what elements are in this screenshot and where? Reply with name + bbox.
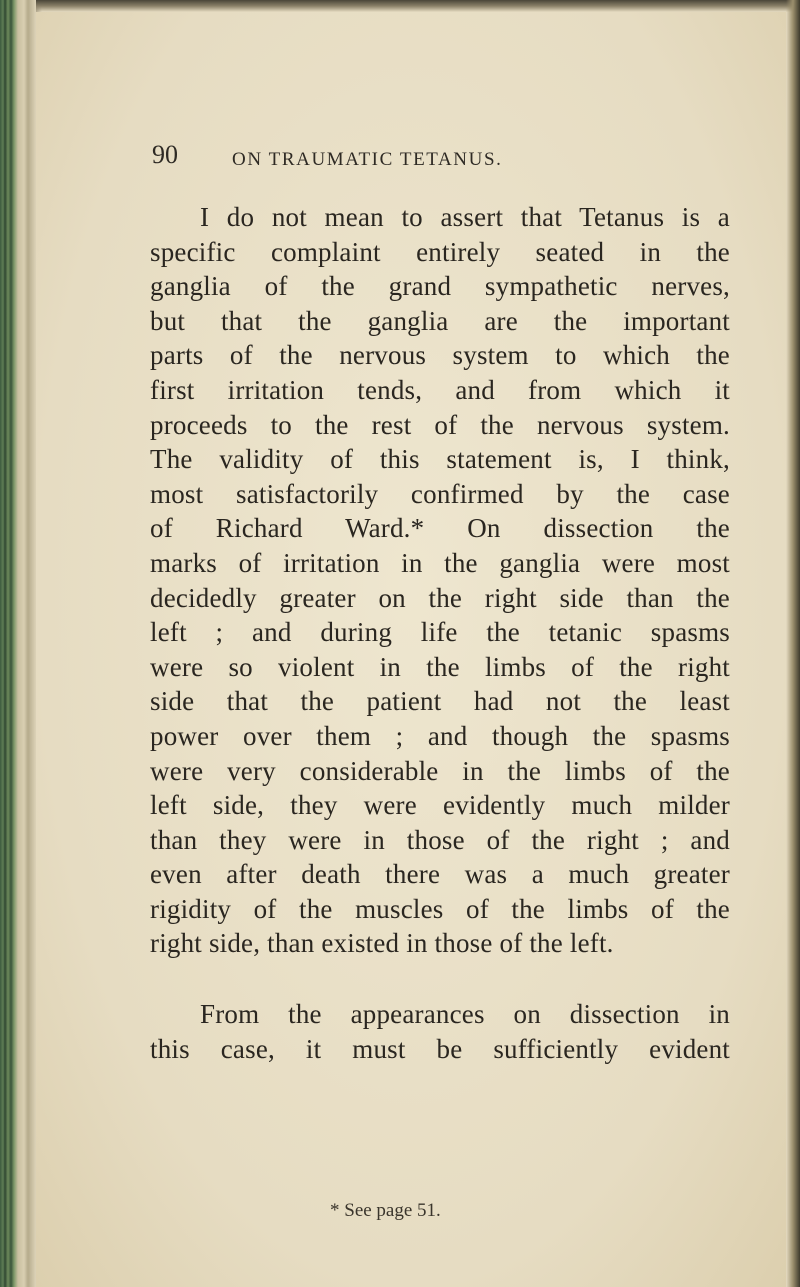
text-line: than they were in those of the right ; and xyxy=(150,824,730,855)
text-line: side that the patient had not the least xyxy=(150,686,730,717)
text-line: left ; and during life the tetanic spasms xyxy=(150,617,730,648)
text-line: of Richard Ward.* On dissection the xyxy=(150,513,730,544)
text-line: ganglia of the grand sympathetic nerves, xyxy=(150,271,730,302)
text-line: rigidity of the muscles of the limbs of the xyxy=(150,893,730,924)
page-top-edge xyxy=(36,0,800,12)
text-line: most satisfactorily confirmed by the case xyxy=(150,478,730,509)
text-line: even after death there was a much greater xyxy=(150,859,730,890)
text-line: The validity of this statement is, I think, xyxy=(150,444,730,475)
text-line: proceeds to the rest of the nervous system. xyxy=(150,409,730,440)
text-line: power over them ; and though the spasms xyxy=(150,720,730,751)
text-line: decidedly greater on the right side than the xyxy=(150,582,730,613)
text-line: but that the ganglia are the important xyxy=(150,305,730,336)
text-line: left side, they were evidently much milder xyxy=(150,790,730,821)
text-line: I do not mean to assert that Tetanus is a xyxy=(200,202,730,232)
running-title: ON TRAUMATIC TETANUS. xyxy=(232,149,503,170)
page-number: 90 xyxy=(152,140,178,169)
book-binding xyxy=(0,0,36,1287)
body-text xyxy=(150,200,730,1066)
text-line: parts of the nervous system to which the xyxy=(150,340,730,371)
text-line: first irritation tends, and from which it xyxy=(150,374,730,405)
text-line: marks of irritation in the ganglia were most xyxy=(150,547,730,578)
page-right-edge xyxy=(786,0,800,1287)
paragraph-gap xyxy=(150,961,730,997)
footnote: * See page 51. xyxy=(330,1200,441,1221)
text-line: specific complaint entirely seated in the xyxy=(150,236,730,267)
text-line: were very considerable in the limbs of the xyxy=(150,755,730,786)
text-line: From the appearances on dissection in xyxy=(200,999,730,1030)
text-line: this case, it must be sufficiently evident xyxy=(150,1033,730,1064)
text-line: were so violent in the limbs of the right xyxy=(150,651,730,682)
text-line: right side, than existed in those of the left. xyxy=(150,928,614,959)
